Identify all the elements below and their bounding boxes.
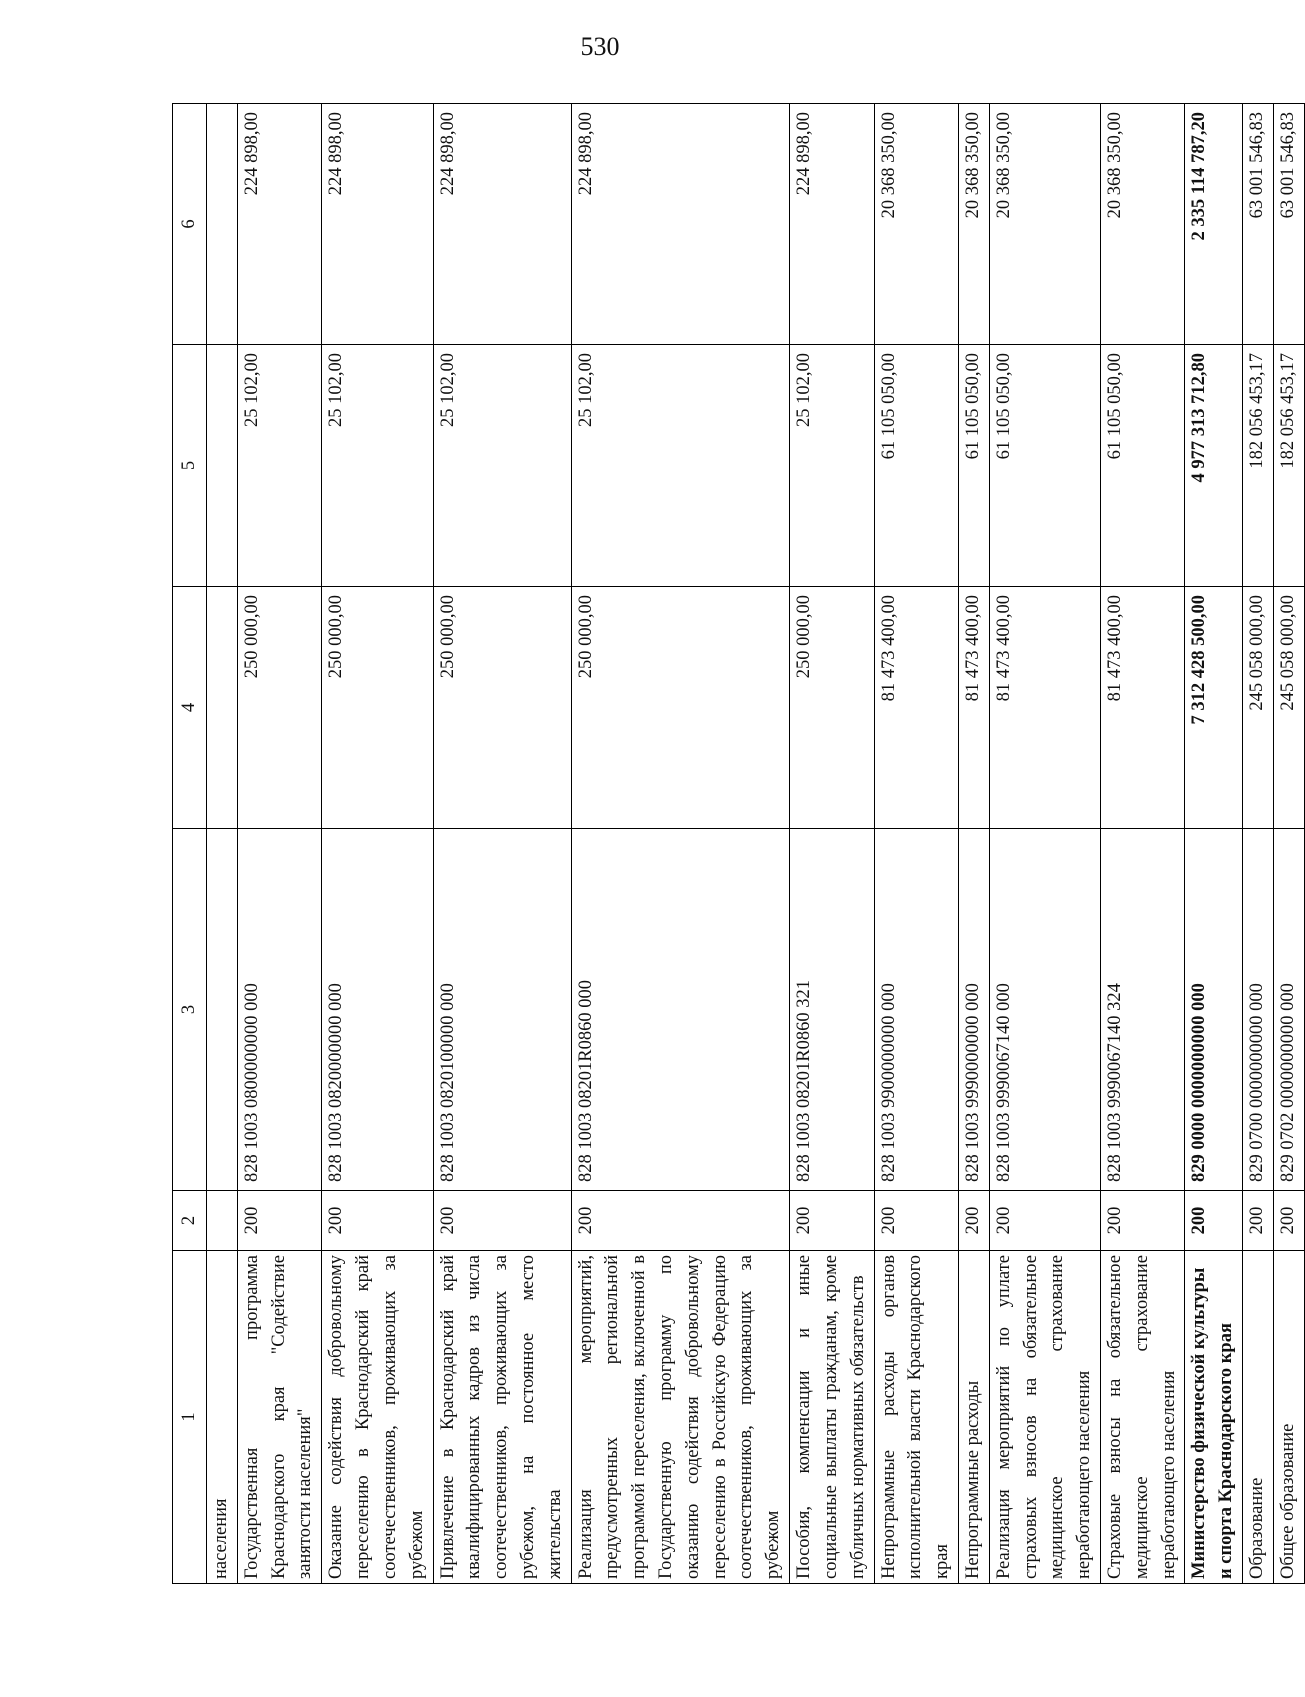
row-approved: 250 000,00	[790, 587, 874, 829]
row-type: 200	[433, 1191, 571, 1251]
row-name: Страховые взносы на обязательное медицинское страхование неработающего населения	[1101, 1251, 1185, 1584]
row-unexecuted: 224 898,00	[433, 104, 571, 345]
row-name: Непрограммные расходы органов исполнительной власти Краснодарского края	[874, 1251, 958, 1584]
row-name: Привлечение в Краснодарский край квалифицированных кадров из числа соотечественников, проживающих за рубежом, на постоянное место жительства	[433, 1251, 571, 1584]
row-unexecuted: 63 001 546,83	[1243, 104, 1274, 345]
row-type: 200	[1101, 1191, 1185, 1251]
row-approved: 245 058 000,00	[1243, 587, 1274, 829]
row-executed: 25 102,00	[790, 345, 874, 587]
row-name: Оказание содействия добровольному переселению в Краснодарский край соотечественников, проживающих за рубежом	[322, 1251, 433, 1584]
row-code: 829 0700 0000000000 000	[1243, 829, 1274, 1191]
table-row	[989, 104, 1100, 1584]
row-type: 200	[1185, 1191, 1243, 1251]
header-col-5: 5	[173, 345, 207, 587]
header-col-3: 3	[173, 829, 207, 1191]
header-col-1: 1	[173, 1251, 207, 1584]
row-type: 200	[322, 1191, 433, 1251]
page-number: 530	[580, 32, 620, 61]
row-executed: 61 105 050,00	[958, 345, 989, 587]
table-row	[433, 104, 571, 1584]
row-approved: 250 000,00	[322, 587, 433, 829]
table-row	[874, 104, 958, 1584]
row-code: 828 1003 9900000000 000	[874, 829, 958, 1191]
table-row	[571, 104, 790, 1584]
row-executed: 25 102,00	[433, 345, 571, 587]
table-header-row	[173, 104, 207, 1584]
row-unexecuted: 20 368 350,00	[989, 104, 1100, 345]
row-approved: 81 473 400,00	[874, 587, 958, 829]
row-name: Реализация мероприятий по уплате страховых взносов на обязательное медицинское страхование неработающего населения	[989, 1251, 1100, 1584]
row-name: Министерство физической культуры и спорта Краснодарского края	[1185, 1251, 1243, 1584]
row-executed: 182 056 453,17	[1273, 345, 1304, 587]
row-type: 200	[958, 1191, 989, 1251]
row-approved: 250 000,00	[571, 587, 790, 829]
table-row	[958, 104, 989, 1584]
table-row	[1243, 104, 1274, 1584]
table-row	[237, 104, 321, 1584]
row-code: 828 1003 9990067140 324	[1101, 829, 1185, 1191]
row-approved: 81 473 400,00	[958, 587, 989, 829]
row-executed: 61 105 050,00	[1101, 345, 1185, 587]
header-col-2: 2	[173, 1191, 207, 1251]
header-col-6: 6	[173, 104, 207, 345]
table-row	[1101, 104, 1185, 1584]
row-name: Государственная программа Краснодарского края "Содействие занятости населения"	[237, 1251, 321, 1584]
budget-table	[172, 103, 1305, 1584]
row-approved: 245 058 000,00	[1273, 587, 1304, 829]
continuation-text: населения	[207, 1251, 238, 1584]
row-unexecuted: 224 898,00	[790, 104, 874, 345]
row-unexecuted: 63 001 546,83	[1273, 104, 1304, 345]
row-unexecuted: 224 898,00	[322, 104, 433, 345]
row-unexecuted: 20 368 350,00	[958, 104, 989, 345]
continuation-row	[207, 104, 238, 1584]
table-row	[1273, 104, 1304, 1584]
row-type: 200	[874, 1191, 958, 1251]
row-executed: 61 105 050,00	[989, 345, 1100, 587]
row-unexecuted: 224 898,00	[237, 104, 321, 345]
row-code: 828 1003 08201R0860 000	[571, 829, 790, 1191]
row-approved: 81 473 400,00	[989, 587, 1100, 829]
row-unexecuted: 20 368 350,00	[1101, 104, 1185, 345]
row-name: Образование	[1243, 1251, 1274, 1584]
row-code: 828 1003 9990067140 000	[989, 829, 1100, 1191]
row-name: Реализация мероприятий, предусмотренных региональной программой переселения, включенной в Государственную программу по оказанию содействия добровольному переселению в Российскую Федерацию соотечественников, проживающих за рубежом	[571, 1251, 790, 1584]
table-row	[790, 104, 874, 1584]
row-code: 828 1003 0820000000 000	[322, 829, 433, 1191]
row-code: 828 1003 0820100000 000	[433, 829, 571, 1191]
row-executed: 25 102,00	[322, 345, 433, 587]
table-row-total	[1185, 104, 1243, 1584]
row-code: 828 1003 9990000000 000	[958, 829, 989, 1191]
row-approved: 250 000,00	[433, 587, 571, 829]
row-executed: 4 977 313 712,80	[1185, 345, 1243, 587]
table-row	[322, 104, 433, 1584]
row-executed: 182 056 453,17	[1243, 345, 1274, 587]
row-unexecuted: 2 335 114 787,20	[1185, 104, 1243, 345]
row-code: 828 1003 08201R0860 321	[790, 829, 874, 1191]
row-unexecuted: 20 368 350,00	[874, 104, 958, 345]
row-name: Непрограммные расходы	[958, 1251, 989, 1584]
row-name: Общее образование	[1273, 1251, 1304, 1584]
row-executed: 25 102,00	[571, 345, 790, 587]
row-type: 200	[989, 1191, 1100, 1251]
row-approved: 250 000,00	[237, 587, 321, 829]
row-executed: 25 102,00	[237, 345, 321, 587]
row-type: 200	[1273, 1191, 1304, 1251]
row-type: 200	[1243, 1191, 1274, 1251]
row-code: 828 1003 0800000000 000	[237, 829, 321, 1191]
row-type: 200	[790, 1191, 874, 1251]
row-approved: 81 473 400,00	[1101, 587, 1185, 829]
row-unexecuted: 224 898,00	[571, 104, 790, 345]
row-type: 200	[571, 1191, 790, 1251]
row-code: 829 0702 0000000000 000	[1273, 829, 1304, 1191]
row-name: Пособия, компенсации и иные социальные выплаты гражданам, кроме публичных нормативных обязательств	[790, 1251, 874, 1584]
row-executed: 61 105 050,00	[874, 345, 958, 587]
header-col-4: 4	[173, 587, 207, 829]
row-type: 200	[237, 1191, 321, 1251]
row-approved: 7 312 428 500,00	[1185, 587, 1243, 829]
row-code: 829 0000 0000000000 000	[1185, 829, 1243, 1191]
rotated-table-container	[172, 104, 1298, 1584]
